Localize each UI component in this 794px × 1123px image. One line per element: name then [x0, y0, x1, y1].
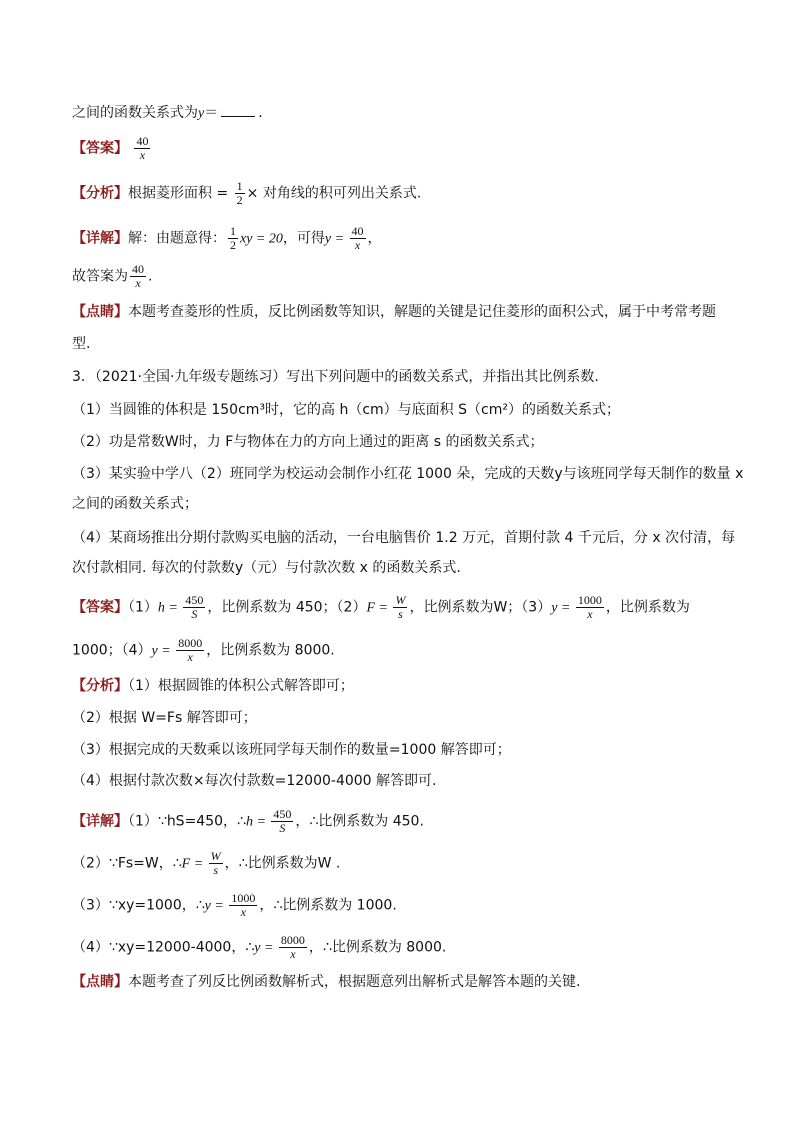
comment-text: 型. — [72, 336, 91, 352]
denominator: s — [213, 863, 218, 877]
p3-detail-line-4 — [72, 934, 446, 961]
fraction — [229, 892, 257, 919]
comment-tag: 【点睛】 — [72, 974, 128, 990]
math-expr: h = — [157, 600, 182, 616]
p3-q1 — [72, 400, 620, 420]
denominator: x — [187, 650, 193, 664]
math-expr: y = — [324, 231, 348, 247]
answer-blank — [221, 102, 255, 117]
fraction — [576, 594, 604, 621]
fraction — [209, 850, 223, 877]
question-item: 之间的函数关系式； — [72, 496, 198, 512]
question-item: （2）功是常数W时，力 F与物体在力的方向上通过的距离 s 的函数关系式； — [72, 434, 544, 450]
detail-tag: 【详解】 — [72, 230, 128, 247]
numerator: 1 — [236, 179, 243, 193]
detail-text: ，∴比例系数为 8000. — [308, 939, 447, 956]
question-item: （4）某商场推出分期付款购买电脑的活动，一台电脑售价 1.2 万元，首期付款 4 千元后，分 x 次付清，每 — [72, 530, 736, 546]
fraction — [183, 594, 205, 621]
math-expr: F = — [181, 856, 207, 872]
math-expr: xy = 20 — [240, 231, 283, 247]
analysis-text: × 对角线的积可列出关系式. — [246, 185, 422, 202]
fraction — [134, 135, 150, 162]
denominator: x — [240, 905, 246, 919]
answer-text: ，比例系数为 — [605, 599, 690, 616]
p3-comment-line — [72, 972, 580, 992]
answer-text: ，比例系数为 8000. — [206, 642, 335, 659]
p3-q4-cont — [72, 558, 461, 578]
p2-comment-line-2 — [72, 334, 90, 354]
numerator: 40 — [132, 262, 144, 276]
fraction — [279, 934, 307, 961]
analysis-text: （2）根据 W=Fs 解答即可； — [72, 710, 257, 726]
p2-intro-text: 之间的函数关系式为 — [72, 105, 198, 121]
p3-q3 — [72, 464, 743, 484]
analysis-text: （3）根据完成的天数乘以该班同学每天制作的数量=1000 解答即可； — [72, 742, 511, 758]
numerator: 40 — [136, 134, 149, 148]
analysis-text: （1）根据圆锥的体积公式解答即可； — [128, 678, 354, 694]
answer-text: ，比例系数为W；（3） — [409, 599, 552, 616]
so-text: . — [148, 268, 153, 285]
p2-so-line — [72, 263, 152, 290]
p3-detail-line-3 — [72, 892, 397, 919]
answer-text: 1000；（4） — [72, 642, 152, 659]
question-item: （1）当圆锥的体积是 150cm³时，它的高 h（cm）与底面积 S（cm²）的函数关系式； — [72, 402, 620, 418]
question-item: （3）某实验中学八（2）班同学为校运动会制作小红花 1000 朵，完成的天数y与该班同学每天制作的数量 x — [72, 466, 744, 482]
fraction — [393, 594, 407, 621]
denominator: s — [398, 607, 403, 621]
math-expr: y = — [204, 898, 228, 914]
p3-q4 — [72, 528, 735, 548]
denominator: x — [135, 276, 141, 290]
p2-analysis-line — [72, 180, 421, 207]
question-item: 次付款相同. 每次的付款数y（元）与付款次数 x 的函数关系式. — [72, 560, 461, 576]
comment-text: 本题考查了列反比例函数解析式，根据题意列出解析式是解答本题的关键. — [128, 974, 581, 990]
numerator: 40 — [351, 224, 364, 238]
numerator: 8000 — [280, 933, 305, 947]
p3-analysis-2 — [72, 708, 257, 728]
p3-q3-cont — [72, 494, 198, 514]
numerator: 450 — [185, 593, 204, 607]
denominator: x — [587, 607, 593, 621]
p2-comment-line — [72, 302, 716, 322]
p2-answer-line — [72, 135, 152, 162]
p3-q2 — [72, 432, 543, 452]
numerator: 1000 — [577, 593, 602, 607]
p3-title — [72, 367, 599, 387]
numerator: 8000 — [178, 636, 203, 650]
p3-analysis-4 — [72, 771, 436, 791]
detail-text: （4）∵xy=12000-4000，∴ — [72, 939, 255, 956]
analysis-text: 根据菱形面积 = — [128, 185, 233, 202]
denominator: 2 — [236, 193, 243, 207]
comment-text: 本题考查菱形的性质，反比例函数等知识，解题的关键是记住菱形的面积公式，属于中考常考题 — [128, 304, 716, 320]
denominator: S — [279, 821, 286, 835]
math-expr: y = — [254, 940, 277, 956]
detail-text: （3）∵xy=1000，∴ — [72, 897, 205, 914]
p3-analysis-3 — [72, 740, 511, 760]
answer-text: ，比例系数为 450；（2） — [207, 599, 367, 616]
p2-intro-eq: ＝ — [204, 105, 219, 121]
fraction — [176, 637, 204, 664]
p2-intro-var: y — [198, 106, 205, 121]
analysis-tag: 【分析】 — [72, 185, 128, 202]
numerator: 450 — [273, 807, 292, 821]
detail-text: （2）∵Fs=W，∴ — [72, 855, 182, 872]
detail-tag: 【详解】 — [72, 813, 128, 830]
denominator: S — [191, 607, 198, 621]
denominator: x — [290, 947, 296, 961]
detail-text: （1）∵hS=450，∴ — [128, 813, 246, 830]
p3-answer-line — [72, 594, 690, 621]
fraction — [271, 808, 293, 835]
p3-analysis-line — [72, 676, 354, 696]
analysis-text: （4）根据付款次数×每次付款数=12000-4000 解答即可. — [72, 773, 437, 789]
detail-text: ， — [367, 230, 382, 247]
p2-intro-line — [72, 102, 263, 124]
numerator: 1 — [230, 224, 236, 238]
denominator: 2 — [230, 238, 236, 252]
denominator: x — [139, 148, 146, 162]
detail-text: 解：由题意得： — [128, 230, 226, 247]
question-title: 3．（2021·全国·九年级专题练习）写出下列问题中的函数关系式，并指出其比例系数. — [72, 369, 599, 385]
analysis-tag: 【分析】 — [72, 678, 128, 694]
detail-text: ，∴比例系数为 1000. — [259, 897, 397, 914]
numerator: W — [395, 593, 406, 607]
numerator: 1000 — [231, 891, 256, 905]
answer-tag: 【答案】 — [72, 599, 128, 616]
fraction — [130, 263, 146, 290]
denominator: x — [354, 238, 361, 252]
p2-intro-end: . — [258, 105, 263, 121]
detail-text: ，∴比例系数为 450. — [295, 813, 424, 830]
fraction — [235, 180, 245, 207]
p3-answer-line-2 — [72, 637, 335, 664]
comment-tag: 【点睛】 — [72, 304, 128, 320]
math-expr: y = — [151, 643, 175, 659]
numerator: W — [210, 849, 221, 863]
p3-detail-line-1 — [72, 808, 424, 835]
fraction — [228, 225, 238, 252]
answer-tag: 【答案】 — [72, 140, 128, 157]
detail-text: ，∴比例系数为W . — [224, 855, 341, 872]
math-expr: y = — [551, 600, 574, 616]
so-text: 故答案为 — [72, 268, 128, 285]
p2-detail-line — [72, 225, 382, 252]
math-expr: h = — [245, 814, 270, 830]
math-expr: F = — [366, 600, 392, 616]
fraction — [350, 225, 366, 252]
answer-text: （1） — [128, 599, 158, 616]
p3-detail-line-2 — [72, 850, 340, 877]
detail-text: ，可得 — [282, 230, 325, 247]
